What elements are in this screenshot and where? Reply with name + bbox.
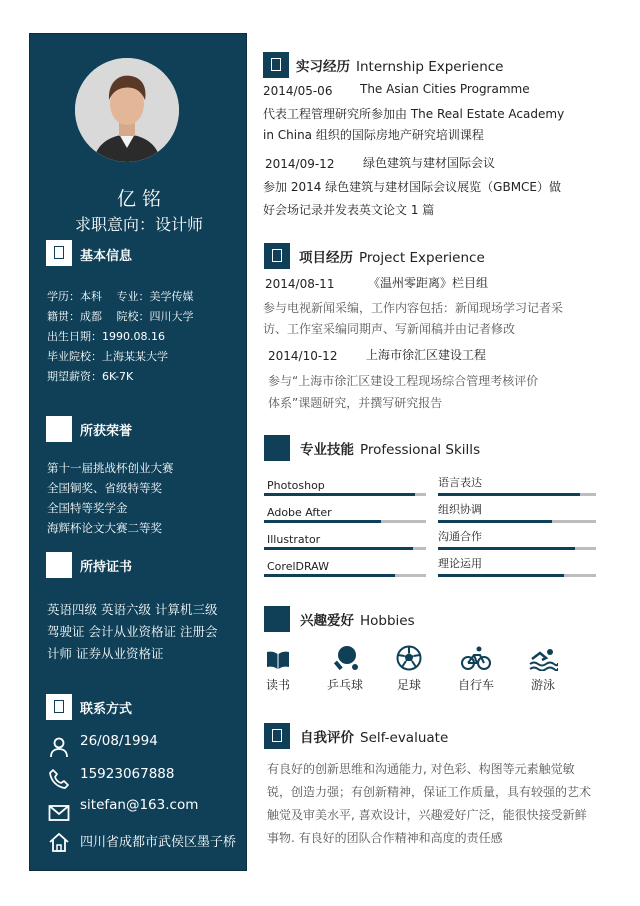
basic-info-row: 学历：本科 专业：美学传媒 xyxy=(47,290,194,303)
skill-bar-fill xyxy=(438,574,564,577)
skill-label: 理论运用 xyxy=(438,557,482,570)
skill-label: Adobe After xyxy=(267,506,332,519)
book-icon xyxy=(265,647,291,673)
ping-pong-icon xyxy=(333,645,359,671)
self-eval-line: 有良好的创新思维和沟通能力, 对色彩、构图等元素触觉敏 xyxy=(267,762,575,776)
internship-icon-box xyxy=(263,52,289,78)
project-title: 上海市徐汇区建设工程 xyxy=(366,348,487,362)
certificates-icon-box xyxy=(46,552,72,578)
contact-heading: 联系方式 xyxy=(80,702,133,717)
home-icon xyxy=(48,831,70,853)
document-icon xyxy=(54,700,64,713)
football-icon xyxy=(396,645,422,671)
projects-heading: 项目经历 Project Experience xyxy=(299,250,485,266)
certificate-line: 驾驶证 会计从业资格证 注册会 xyxy=(47,624,218,639)
project-desc: 参与“上海市徐汇区建设工程现场综合管理考核评价 xyxy=(268,374,539,388)
certificates-heading: 所持证书 xyxy=(80,560,133,575)
hobby-label: 游泳 xyxy=(530,678,555,692)
email-icon xyxy=(48,802,70,824)
project-desc: 参与电视新闻采编，工作内容包括：新闻现场学习记者采 xyxy=(263,301,564,315)
skill-bar-fill xyxy=(264,547,413,550)
skill-label: CorelDRAW xyxy=(267,560,329,573)
self-eval-line: 触觉及审美水平, 喜欢设计，兴趣爱好广泛，能很快接受新鲜 xyxy=(267,808,587,822)
bicycle-icon xyxy=(461,645,491,671)
skill-label: 组织协调 xyxy=(438,503,482,516)
contact-icon-box xyxy=(46,694,72,720)
certificate-line: 英语四级 英语六级 计算机三级 xyxy=(47,602,218,617)
self-eval-line: 锐，创造力强；有创新精神，保证工作质量，具有较强的艺术 xyxy=(267,785,592,799)
internship-desc: 好会场记录并发表英文论文 1 篇 xyxy=(263,203,435,217)
internship-desc: 参加 2014 绿色建筑与建材国际会议展览（GBMCE）做 xyxy=(263,180,562,194)
skill-bar-track xyxy=(438,547,596,550)
basic-info-row: 期望薪资：6K-7K xyxy=(47,370,134,383)
contact-address: 四川省成都市武侯区墨子桥 xyxy=(80,835,237,850)
honors-icon-box xyxy=(46,416,72,442)
internship-desc: in China 组织的国际房地产研究培训课程 xyxy=(263,128,484,142)
contact-email[interactable]: sitefan@163.com xyxy=(80,797,199,813)
project-desc: 访、工作室采编同期声、写新闻稿并由记者修改 xyxy=(263,322,516,336)
basic-info-row: 毕业院校：上海某某大学 xyxy=(47,350,168,363)
skill-bar-fill xyxy=(264,520,381,523)
honors-heading: 所获荣誉 xyxy=(80,424,133,439)
document-icon xyxy=(271,58,281,71)
honor-item: 全国特等奖学金 xyxy=(47,501,128,515)
internship-date: 2014/09-12 xyxy=(265,157,335,171)
skill-label: Illustrator xyxy=(267,533,321,546)
hobby-label: 乒乓球 xyxy=(326,678,363,692)
skill-bar-track xyxy=(264,574,426,577)
skill-bar-track xyxy=(438,493,596,496)
document-icon xyxy=(272,729,282,742)
skill-bar-fill xyxy=(438,547,575,550)
internship-title: The Asian Cities Programme xyxy=(360,82,530,96)
document-icon xyxy=(272,249,282,262)
skill-bar-fill xyxy=(264,574,395,577)
self-eval-line: 事物. 有良好的团队合作精神和高度的责任感 xyxy=(267,831,503,845)
project-date: 2014/08-11 xyxy=(265,277,335,291)
certificate-line: 计师 证券从业资格证 xyxy=(47,646,164,661)
hobby-label: 自行车 xyxy=(457,678,494,692)
skills-heading: 专业技能 Professional Skills xyxy=(300,442,481,458)
skill-bar-track xyxy=(264,493,426,496)
internship-desc: 代表工程管理研究所参加由 The Real Estate Academy xyxy=(263,107,565,121)
self-eval-icon-box xyxy=(264,723,290,749)
project-desc: 体系”课题研究，并撰写研究报告 xyxy=(268,396,443,410)
basic-info-row: 出生日期：1990.08.16 xyxy=(47,330,165,343)
skill-bar-track xyxy=(438,574,596,577)
document-icon xyxy=(54,246,64,259)
honor-item: 第十一届挑战杯创业大赛 xyxy=(47,461,174,475)
internship-date: 2014/05-06 xyxy=(263,84,333,98)
projects-icon-box xyxy=(264,243,290,269)
profile-name: 亿 铭 xyxy=(116,188,162,210)
phone-icon xyxy=(48,768,70,790)
portrait-photo-icon xyxy=(75,58,179,162)
internship-heading: 实习经历 Internship Experience xyxy=(296,59,504,75)
avatar xyxy=(75,58,179,162)
self-eval-heading: 自我评价 Self-evaluate xyxy=(300,730,449,746)
swimming-icon xyxy=(528,645,558,671)
basic-info-row: 籍贯：成都 院校：四川大学 xyxy=(47,310,194,323)
hobby-label: 读书 xyxy=(265,678,290,692)
skill-bar-track xyxy=(264,520,426,523)
project-title: 《温州零距离》栏目组 xyxy=(368,276,489,290)
skill-bar-fill xyxy=(438,493,580,496)
skills-icon-box xyxy=(264,435,290,461)
basic-info-icon-box xyxy=(46,240,72,266)
skill-label: Photoshop xyxy=(267,479,325,492)
contact-phone[interactable]: 15923067888 xyxy=(80,766,175,782)
person-icon xyxy=(48,736,70,758)
hobbies-heading: 兴趣爱好 Hobbies xyxy=(300,613,415,629)
internship-title: 绿色建筑与建材国际会议 xyxy=(363,156,496,170)
job-objective: 求职意向：设计师 xyxy=(74,215,203,234)
honor-item: 全国铜奖、省级特等奖 xyxy=(47,481,162,495)
skill-label: 沟通合作 xyxy=(438,530,482,543)
sidebar xyxy=(29,33,247,871)
honor-item: 海辉杯论文大赛二等奖 xyxy=(47,521,162,535)
basic-info-heading: 基本信息 xyxy=(80,249,133,264)
skill-bar-track xyxy=(264,547,426,550)
project-date: 2014/10-12 xyxy=(268,349,338,363)
skill-bar-fill xyxy=(438,520,552,523)
contact-birthday: 26/08/1994 xyxy=(80,733,158,749)
skill-label: 语言表达 xyxy=(438,476,482,489)
hobby-label: 足球 xyxy=(396,678,421,692)
skill-bar-fill xyxy=(264,493,415,496)
skill-bar-track xyxy=(438,520,596,523)
hobbies-icon-box xyxy=(264,606,290,632)
